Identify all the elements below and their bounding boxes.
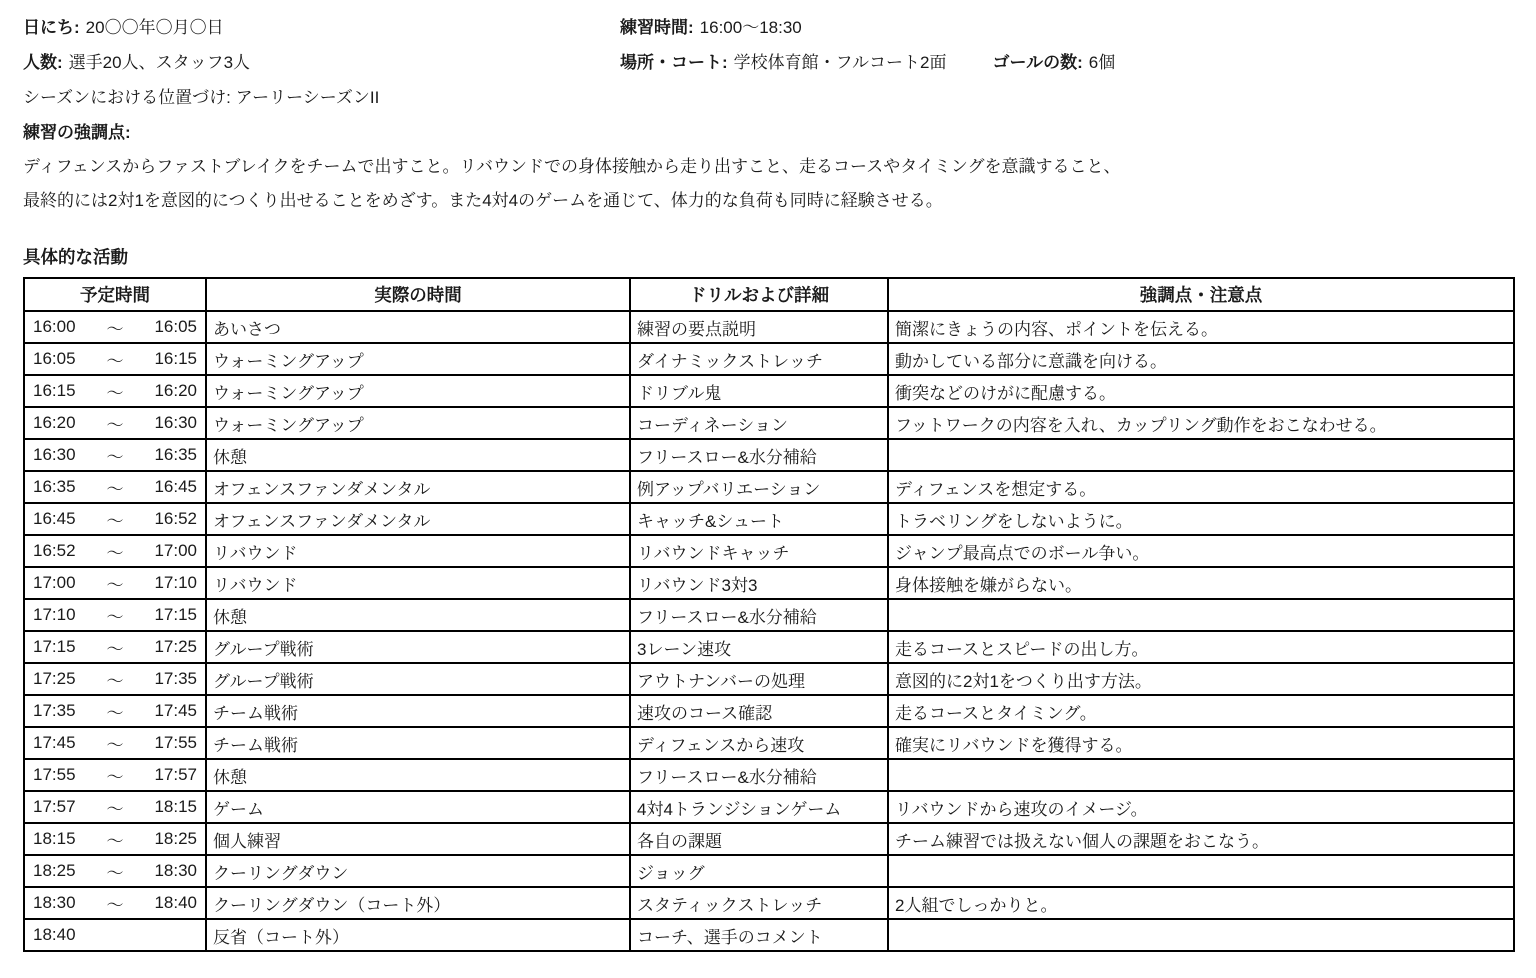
practice-time-field	[620, 10, 1513, 45]
activity-text: 休憩	[213, 767, 247, 787]
drill-text: ジョッグ	[637, 863, 705, 883]
drill-text: フリースロー&水分補給	[637, 607, 817, 627]
drill-cell	[630, 663, 888, 695]
start-time: 16:05	[33, 349, 76, 368]
activity-text: 休憩	[213, 607, 247, 627]
header-row-1	[23, 10, 1513, 45]
emphasis-paragraph	[23, 150, 1513, 218]
drill-cell	[630, 343, 888, 375]
start-time: 17:55	[33, 765, 76, 784]
activity-cell	[206, 535, 630, 567]
activity-cell	[206, 855, 630, 887]
table-row	[24, 823, 1514, 855]
planned-time-cell	[24, 599, 206, 631]
activity-text: チーム戦術	[213, 735, 298, 755]
table-row	[24, 343, 1514, 375]
header-row	[24, 278, 1514, 311]
end-time: 18:25	[154, 829, 197, 848]
activity-cell	[206, 791, 630, 823]
notes-cell	[888, 631, 1514, 663]
planned-time-cell	[24, 503, 206, 535]
planned-time-cell	[24, 919, 206, 951]
table-row	[24, 887, 1514, 919]
notes-cell	[888, 759, 1514, 791]
time-range-tilde: 〜	[106, 479, 124, 499]
goals-value: 6個	[1088, 53, 1116, 72]
notes-cell	[888, 887, 1514, 919]
drill-text: 速攻のコース確認	[637, 703, 773, 723]
planned-time-cell	[24, 663, 206, 695]
drill-cell	[630, 599, 888, 631]
notes-cell	[888, 311, 1514, 343]
notes-text: 走るコースとスピードの出し方。	[895, 639, 1149, 659]
time-range-tilde: 〜	[106, 415, 124, 435]
notes-text: 簡潔にきょうの内容、ポイントを伝える。	[895, 319, 1218, 339]
planned-time-cell	[24, 855, 206, 887]
start-time: 17:10	[33, 605, 76, 624]
planned-time-cell	[24, 535, 206, 567]
notes-cell	[888, 823, 1514, 855]
schedule-table-header	[24, 278, 1514, 311]
table-row	[24, 439, 1514, 471]
drill-cell	[630, 471, 888, 503]
drill-text: フリースロー&水分補給	[637, 447, 817, 467]
drill-text: リバウンドキャッチ	[637, 543, 790, 563]
activity-cell	[206, 759, 630, 791]
drill-text: キャッチ&シュート	[637, 511, 784, 531]
notes-cell	[888, 599, 1514, 631]
drill-text: リバウンド3対3	[637, 575, 758, 595]
drill-text: ドリブル鬼	[637, 383, 722, 403]
header-row-2	[23, 45, 1513, 80]
start-time: 18:25	[33, 861, 76, 880]
end-time: 16:45	[154, 477, 197, 496]
end-time: 17:10	[154, 573, 197, 592]
time-range-tilde: 〜	[106, 703, 124, 723]
notes-cell	[888, 503, 1514, 535]
notes-text: チーム練習では扱えない個人の課題をおこなう。	[895, 831, 1269, 851]
notes-text: 衝突などのけがに配慮する。	[895, 383, 1116, 403]
activity-text: ゲーム	[213, 799, 264, 819]
notes-cell	[888, 695, 1514, 727]
time-range-tilde: 〜	[106, 447, 124, 467]
end-time: 18:40	[154, 893, 197, 912]
date-value: 20〇〇年〇月〇日	[85, 18, 224, 37]
activity-text: リバウンド	[213, 543, 298, 563]
planned-time-cell	[24, 631, 206, 663]
drill-cell	[630, 439, 888, 471]
drill-text: スタティックストレッチ	[637, 895, 823, 915]
planned-time-cell	[24, 407, 206, 439]
column-header-drill-details: ドリルおよび詳細	[630, 278, 888, 311]
start-time: 18:40	[33, 925, 76, 944]
drill-cell	[630, 567, 888, 599]
table-row	[24, 567, 1514, 599]
activity-text: クーリングダウン（コート外）	[213, 895, 451, 915]
start-time: 17:15	[33, 637, 76, 656]
drill-cell	[630, 407, 888, 439]
schedule-table-body	[24, 311, 1514, 951]
drill-text: ダイナミックストレッチ	[637, 351, 823, 371]
time-range-tilde: 〜	[106, 319, 124, 339]
drill-text: 各自の課題	[637, 831, 722, 851]
start-time: 16:35	[33, 477, 76, 496]
notes-cell	[888, 791, 1514, 823]
activity-cell	[206, 919, 630, 951]
drill-text: ディフェンスから速攻	[637, 735, 805, 755]
activity-cell	[206, 407, 630, 439]
activity-text: オフェンスファンダメンタル	[213, 511, 431, 531]
time-range-tilde: 〜	[106, 863, 124, 883]
start-time: 16:52	[33, 541, 76, 560]
planned-time-cell	[24, 311, 206, 343]
planned-time-cell	[24, 727, 206, 759]
table-row	[24, 631, 1514, 663]
notes-cell	[888, 535, 1514, 567]
drill-cell	[630, 919, 888, 951]
drill-cell	[630, 791, 888, 823]
drill-cell	[630, 631, 888, 663]
start-time: 17:25	[33, 669, 76, 688]
drill-text: 4対4トランジションゲーム	[637, 799, 842, 819]
table-row	[24, 599, 1514, 631]
start-time: 17:35	[33, 701, 76, 720]
drill-cell	[630, 887, 888, 919]
time-range-tilde: 〜	[106, 351, 124, 371]
date-field	[23, 10, 620, 45]
table-row	[24, 855, 1514, 887]
time-range-tilde: 〜	[106, 895, 124, 915]
activity-cell	[206, 663, 630, 695]
notes-cell	[888, 567, 1514, 599]
activity-text: リバウンド	[213, 575, 298, 595]
time-range-tilde: 〜	[106, 543, 124, 563]
start-time: 17:57	[33, 797, 76, 816]
notes-text: 動かしている部分に意識を向ける。	[895, 351, 1167, 371]
activity-cell	[206, 439, 630, 471]
planned-time-cell	[24, 375, 206, 407]
notes-text: フットワークの内容を入れ、カップリング動作をおこなわせる。	[895, 415, 1387, 435]
start-time: 16:20	[33, 413, 76, 432]
activity-cell	[206, 887, 630, 919]
people-label: 人数:	[23, 53, 63, 72]
notes-text: 身体接触を嫌がらない。	[895, 575, 1082, 595]
start-time: 16:45	[33, 509, 76, 528]
drill-text: コーチ、選手のコメント	[637, 927, 823, 947]
table-row	[24, 919, 1514, 951]
end-time: 16:30	[154, 413, 197, 432]
time-range-tilde: 〜	[106, 575, 124, 595]
activity-cell	[206, 375, 630, 407]
planned-time-cell	[24, 791, 206, 823]
end-time: 18:30	[154, 861, 197, 880]
notes-cell	[888, 471, 1514, 503]
activity-cell	[206, 599, 630, 631]
activity-cell	[206, 727, 630, 759]
drill-cell	[630, 727, 888, 759]
activity-text: グループ戦術	[213, 639, 314, 659]
start-time: 17:00	[33, 573, 76, 592]
planned-time-cell	[24, 759, 206, 791]
column-header-actual-time: 実際の時間	[206, 278, 630, 311]
end-time: 16:20	[154, 381, 197, 400]
drill-cell	[630, 503, 888, 535]
planned-time-cell	[24, 823, 206, 855]
people-value: 選手20人、スタッフ3人	[68, 53, 251, 72]
time-range-tilde: 〜	[106, 767, 124, 787]
end-time: 17:25	[154, 637, 197, 656]
end-time: 18:15	[154, 797, 197, 816]
drill-cell	[630, 695, 888, 727]
notes-cell	[888, 375, 1514, 407]
activity-text: オフェンスファンダメンタル	[213, 479, 431, 499]
drill-text: 3レーン速攻	[637, 639, 732, 659]
activity-cell	[206, 823, 630, 855]
drill-text: 練習の要点説明	[637, 319, 756, 339]
planned-time-cell	[24, 471, 206, 503]
practice-time-value: 16:00〜18:30	[699, 18, 802, 37]
activity-cell	[206, 471, 630, 503]
table-row	[24, 791, 1514, 823]
notes-cell	[888, 855, 1514, 887]
season-field	[23, 80, 379, 115]
activity-text: 反省（コート外）	[213, 927, 349, 947]
drill-cell	[630, 375, 888, 407]
table-row	[24, 311, 1514, 343]
start-time: 17:45	[33, 733, 76, 752]
notes-cell	[888, 919, 1514, 951]
emphasis-line-1: ディフェンスからファストブレイクをチームで出すこと。リバウンドでの身体接触から走り出すこと、走るコースやタイミングを意識すること、	[23, 157, 1121, 176]
start-time: 18:30	[33, 893, 76, 912]
activity-text: チーム戦術	[213, 703, 298, 723]
notes-cell	[888, 407, 1514, 439]
activity-text: ウォーミングアップ	[213, 383, 364, 403]
notes-text: リバウンドから速攻のイメージ。	[895, 799, 1148, 819]
goals-label: ゴールの数:	[992, 53, 1083, 72]
season-value: アーリーシーズンII	[235, 88, 380, 107]
notes-cell	[888, 439, 1514, 471]
notes-cell	[888, 343, 1514, 375]
notes-cell	[888, 663, 1514, 695]
drill-cell	[630, 311, 888, 343]
table-row	[24, 759, 1514, 791]
activity-text: グループ戦術	[213, 671, 314, 691]
end-time: 17:57	[154, 765, 197, 784]
time-range-tilde: 〜	[106, 831, 124, 851]
table-row	[24, 407, 1514, 439]
activity-text: ウォーミングアップ	[213, 351, 364, 371]
document-header	[23, 10, 1513, 150]
activity-text: あいさつ	[213, 319, 281, 339]
activity-cell	[206, 567, 630, 599]
notes-cell	[888, 727, 1514, 759]
end-time: 17:00	[154, 541, 197, 560]
drill-text: 例アップバリエーション	[637, 479, 821, 499]
start-time: 16:15	[33, 381, 76, 400]
table-row	[24, 535, 1514, 567]
schedule-table	[23, 277, 1515, 952]
planned-time-cell	[24, 695, 206, 727]
activity-text: 休憩	[213, 447, 247, 467]
activity-text: クーリングダウン	[213, 863, 349, 883]
drill-text: フリースロー&水分補給	[637, 767, 817, 787]
drill-cell	[630, 759, 888, 791]
table-row	[24, 695, 1514, 727]
notes-text: 意図的に2対1をつくり出す方法。	[895, 671, 1152, 691]
start-time: 16:00	[33, 317, 76, 336]
end-time: 16:35	[154, 445, 197, 464]
time-range-tilde: 〜	[106, 735, 124, 755]
end-time: 17:35	[154, 669, 197, 688]
table-row	[24, 375, 1514, 407]
end-time: 16:15	[154, 349, 197, 368]
time-range-tilde: 〜	[106, 511, 124, 531]
emphasis-line-2: 最終的には2対1を意図的につくり出せることをめざす。また4対4のゲームを通じて、体力的な負荷も同時に経験させる。	[23, 191, 943, 210]
place-label: 場所・コート:	[620, 53, 728, 72]
place-value: 学校体育館・フルコート2面	[733, 53, 947, 72]
end-time: 17:45	[154, 701, 197, 720]
column-header-planned-time: 予定時間	[24, 278, 206, 311]
planned-time-cell	[24, 343, 206, 375]
header-row-3	[23, 80, 1513, 115]
activity-cell	[206, 311, 630, 343]
drill-cell	[630, 823, 888, 855]
time-range-tilde: 〜	[106, 639, 124, 659]
section-title: 具体的な活動	[23, 247, 128, 267]
notes-text: ジャンプ最高点でのボール争い。	[895, 543, 1150, 563]
notes-text: トラベリングをしないように。	[895, 511, 1133, 531]
table-row	[24, 471, 1514, 503]
planned-time-cell	[24, 439, 206, 471]
table-row	[24, 663, 1514, 695]
place-field	[620, 45, 946, 80]
notes-text: 確実にリバウンドを獲得する。	[895, 735, 1133, 755]
activity-cell	[206, 631, 630, 663]
time-range-tilde: 〜	[106, 671, 124, 691]
emphasis-label: 練習の強調点:	[23, 123, 131, 142]
time-range-tilde: 〜	[106, 607, 124, 627]
drill-text: アウトナンバーの処理	[637, 671, 805, 691]
season-label: シーズンにおける位置づけ:	[23, 88, 231, 107]
table-row	[24, 727, 1514, 759]
goals-field	[992, 45, 1115, 80]
date-label: 日にち:	[23, 18, 80, 37]
notes-text: 2人組でしっかりと。	[895, 895, 1058, 915]
people-field	[23, 45, 620, 80]
column-header-emphasis-notes: 強調点・注意点	[888, 278, 1514, 311]
activity-cell	[206, 503, 630, 535]
end-time: 17:15	[154, 605, 197, 624]
place-goals-fields	[620, 45, 1513, 80]
time-range-tilde: 〜	[106, 383, 124, 403]
notes-text: ディフェンスを想定する。	[895, 479, 1097, 499]
activity-text: ウォーミングアップ	[213, 415, 364, 435]
drill-cell	[630, 855, 888, 887]
end-time: 16:05	[154, 317, 197, 336]
activity-text: 個人練習	[213, 831, 281, 851]
activity-cell	[206, 343, 630, 375]
end-time: 16:52	[154, 509, 197, 528]
planned-time-cell	[24, 887, 206, 919]
start-time: 16:30	[33, 445, 76, 464]
practice-time-label: 練習時間:	[620, 18, 694, 37]
planned-time-cell	[24, 567, 206, 599]
time-range-tilde: 〜	[106, 799, 124, 819]
drill-text: コーディネーション	[637, 415, 788, 435]
drill-cell	[630, 535, 888, 567]
header-row-4	[23, 115, 1513, 150]
activity-cell	[206, 695, 630, 727]
notes-text: 走るコースとタイミング。	[895, 703, 1097, 723]
end-time: 17:55	[154, 733, 197, 752]
table-row	[24, 503, 1514, 535]
start-time: 18:15	[33, 829, 76, 848]
